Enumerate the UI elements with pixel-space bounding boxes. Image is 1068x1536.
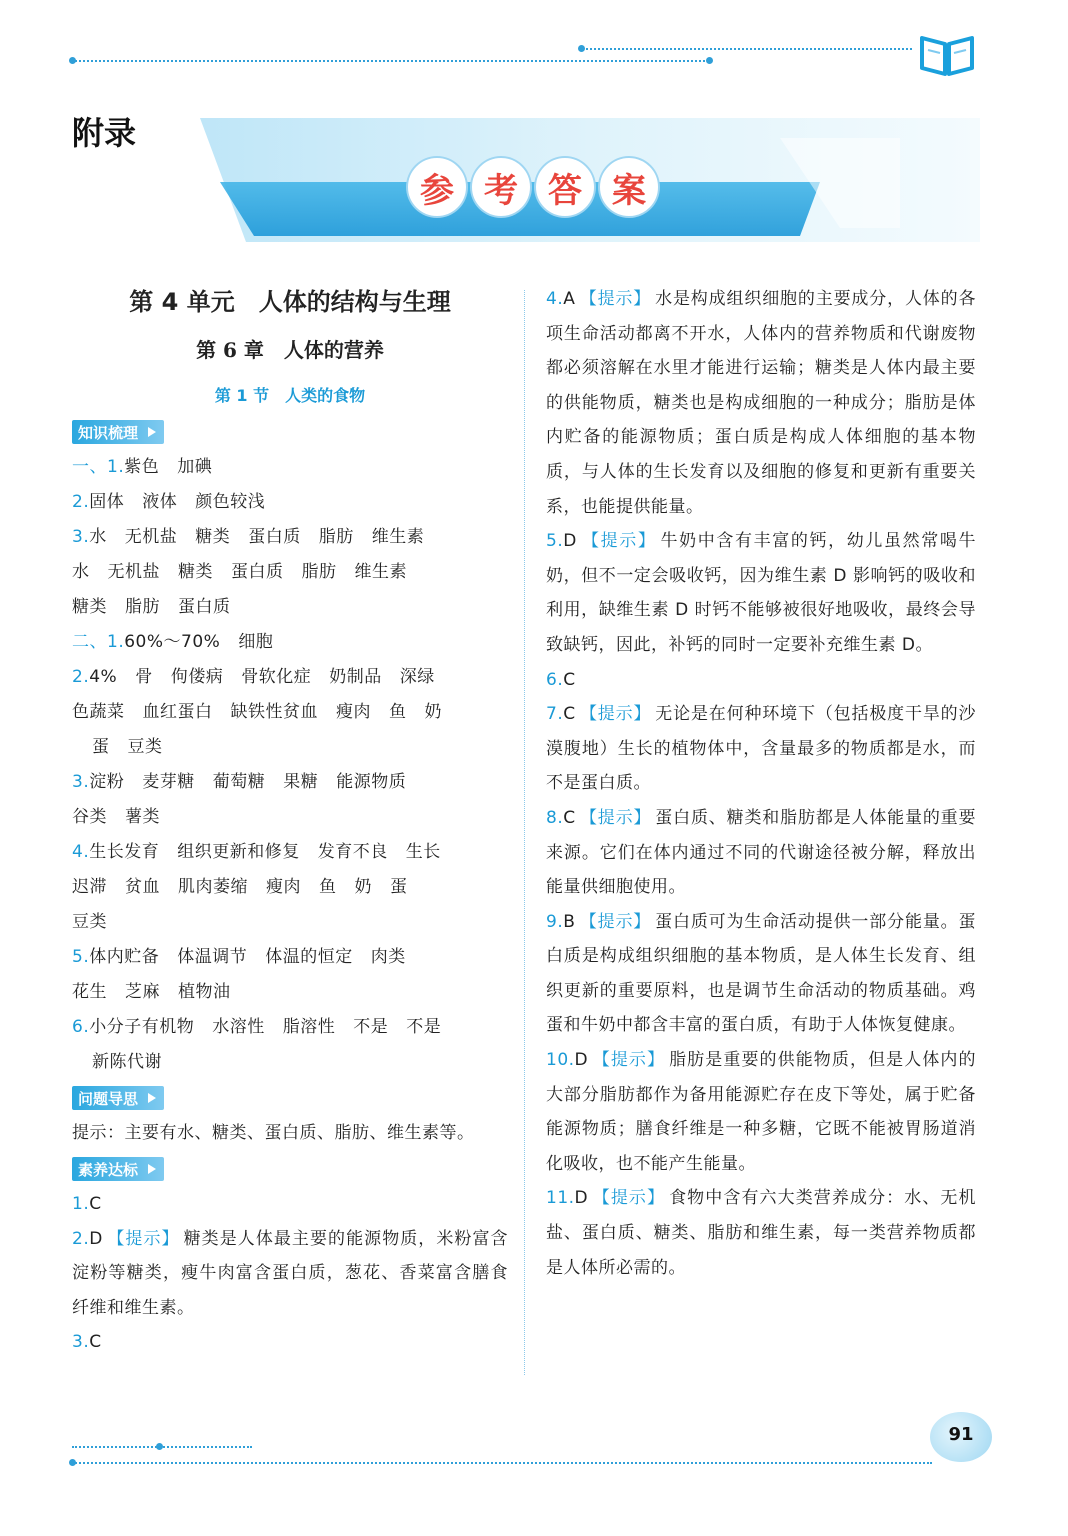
knowledge-line: [72, 940, 508, 975]
answer-term: 糖类: [195, 527, 231, 547]
answer-term: 薯类: [125, 807, 160, 827]
header-dot: [578, 45, 585, 52]
answer-explanation: 蛋白质、糖类和脂肪都是人体能量的重要来源。它们在体内通过不同的代谢途径被分解，释放出能量供细胞使用。: [546, 807, 977, 898]
answer-choice: C: [563, 669, 576, 690]
triangle-right-icon: [148, 427, 156, 437]
answer-term: 脂肪: [318, 527, 354, 547]
banner-char: 考: [472, 158, 530, 216]
answer-item: [546, 663, 976, 698]
banner-char: 参: [408, 158, 466, 216]
knowledge-line: [72, 485, 508, 520]
answer-number: 5.: [546, 531, 564, 552]
answer-term: 鱼: [319, 877, 337, 897]
header-dot: [69, 57, 76, 64]
answer-choice: A: [563, 289, 576, 309]
answer-item: [72, 1325, 508, 1360]
item-number: 一、1.: [72, 457, 125, 477]
answer-term: 瘦肉: [266, 877, 301, 897]
triangle-right-icon: [148, 1164, 156, 1174]
answer-term: 脂肪: [301, 562, 337, 582]
hint-label: 【提示】: [592, 1050, 666, 1071]
answer-item: [546, 801, 976, 905]
answer-term: 骨软化症: [241, 667, 312, 687]
answer-number: 11.: [546, 1188, 575, 1209]
answer-number: 7.: [546, 704, 564, 725]
answer-term: 生长: [405, 842, 441, 862]
answer-number: 1.: [72, 1194, 90, 1214]
answer-term: 瘦肉: [336, 702, 371, 722]
open-book-icon: [918, 30, 976, 78]
answer-term: 色蔬菜: [72, 702, 125, 722]
answer-term: 水: [89, 527, 107, 547]
answer-term: 鱼: [389, 702, 407, 722]
knowledge-line: [72, 590, 508, 625]
knowledge-line: [72, 555, 508, 590]
answer-item: [546, 905, 976, 1043]
answer-number: 2.: [72, 1228, 90, 1249]
answer-term: 蛋: [390, 877, 408, 897]
answer-choice: D: [563, 531, 577, 552]
knowledge-line: [72, 905, 508, 940]
knowledge-line: [72, 765, 508, 800]
answer-term: 肌肉萎缩: [178, 877, 248, 897]
question-answer: 提示：主要有水、糖类、蛋白质、脂肪、维生素等。: [72, 1123, 475, 1143]
answer-term: 维生素: [371, 527, 425, 547]
answer-term: 蛋白质: [178, 597, 231, 617]
answer-number: 6.: [546, 669, 564, 690]
answer-item: [546, 282, 976, 524]
item-number: 3.: [72, 527, 90, 547]
tag-label: 素养达标: [78, 1160, 139, 1179]
answer-explanation: 无论是在何种环境下（包括极度干旱的沙漠腹地）生长的植物体中，含量最多的物质都是水，而不是蛋白质。: [546, 704, 977, 794]
item-number: 3.: [72, 772, 90, 792]
answer-term: 奶: [354, 877, 372, 897]
knowledge-line: [72, 870, 508, 905]
knowledge-line: [72, 625, 508, 660]
banner-char: 答: [536, 158, 594, 216]
hint-label: 【提示】: [592, 1188, 666, 1209]
answer-term: 60%～70%: [124, 632, 221, 652]
tag-label: 问题导思: [78, 1089, 139, 1108]
answer-number: 9.: [546, 911, 564, 932]
answer-term: 细胞: [238, 632, 274, 652]
answer-term: 不是: [353, 1017, 389, 1037]
answer-term: 迟滞: [72, 877, 107, 897]
answer-item: [546, 1043, 976, 1181]
chapter-title: 第 6 章 人体的营养: [196, 338, 384, 362]
page-number-badge: [930, 1412, 992, 1462]
answer-term: 体温的恒定: [265, 947, 353, 967]
answer-term: 小分子有机物: [89, 1017, 195, 1037]
answer-item: [72, 1222, 508, 1326]
knowledge-line: [72, 835, 508, 870]
answer-number: 3.: [72, 1332, 90, 1353]
answer-choice: C: [89, 1194, 102, 1214]
column-divider: [524, 290, 525, 1375]
answer-term: 淀粉: [89, 772, 125, 792]
answer-explanation: 食物中含有六大类营养成分：水、无机盐、蛋白质、糖类、脂肪和维生素，每一类营养物质都是人体所必需的。: [546, 1188, 977, 1278]
header-dotted-rule: [72, 60, 712, 62]
answer-choice: C: [563, 807, 576, 828]
answer-term: 骨: [135, 667, 153, 687]
answer-term: 贫血: [125, 877, 160, 897]
answer-term: 水溶性: [212, 1017, 265, 1037]
answer-term: 能源物质: [336, 772, 407, 792]
answer-term: 豆类: [127, 737, 163, 757]
answer-term: 新陈代谢: [92, 1052, 162, 1072]
knowledge-line: [72, 450, 508, 485]
answer-term: 固体: [89, 492, 125, 512]
knowledge-line: [72, 1010, 508, 1045]
footer-dotted-rule: [72, 1462, 932, 1464]
answer-explanation: 水是构成组织细胞的主要成分，人体的各项生命活动都离不开水，人体内的营养物质和代谢废物都必须溶解在水里才能进行运输；糖类是人体内最主要的供能物质，糖类也是构成细胞的一种成分；脂肪是体内贮备的能源物质；蛋白质是构成人体细胞的基本物质，与人体的生长发育以及细胞的修复和更新有重要关系，也能提供能量。: [546, 289, 977, 517]
answer-choice: C: [563, 704, 576, 725]
answer-item: [546, 524, 976, 662]
answer-number: 10.: [546, 1050, 575, 1071]
answer-term: 无机盐: [107, 562, 160, 582]
banner-char: 案: [600, 158, 658, 216]
answer-term: 维生素: [354, 562, 407, 582]
hint-label: 【提示】: [579, 807, 652, 828]
answer-term: 加碘: [177, 457, 213, 477]
header-dotted-rule-short: [582, 48, 912, 50]
answer-term: 生长发育: [89, 842, 160, 862]
answer-term: 颜色较浅: [195, 492, 266, 512]
answer-explanation: 脂肪是重要的供能物质，但是人体内的大部分脂肪都作为备用能源贮存在皮下等处，属于贮备能源物质；膳食纤维是一种多糖，它既不能被胃肠道消化吸收，也不能产生能量。: [546, 1050, 977, 1174]
left-answer-list: [72, 1187, 508, 1360]
right-answer-list: [546, 282, 976, 1285]
answer-term: 花生: [72, 982, 107, 1002]
right-column: [546, 282, 976, 1285]
knowledge-line: [72, 520, 508, 555]
answer-explanation: 糖类是人体最主要的能源物质，米粉富含淀粉等糖类，瘦牛肉富含蛋白质，葱花、香菜富含膳食纤维和维生素。: [72, 1228, 509, 1318]
answer-term: 奶: [424, 702, 442, 722]
knowledge-line: [72, 975, 508, 1010]
answer-term: 蛋白质: [231, 562, 284, 582]
tag-question: [72, 1086, 164, 1110]
knowledge-line: [72, 800, 508, 835]
triangle-right-icon: [148, 1093, 156, 1103]
answer-term: 果糖: [283, 772, 319, 792]
answer-term: 组织更新和修复: [177, 842, 300, 862]
answer-number: 8.: [546, 807, 564, 828]
section-title: 第 1 节 人类的食物: [214, 386, 366, 405]
item-number: 4.: [72, 842, 90, 862]
answer-term: 糖类: [72, 597, 107, 617]
tag-literacy: [72, 1157, 164, 1181]
answer-term: 4%: [89, 667, 118, 687]
unit-title: 第 4 单元 人体的结构与生理: [129, 288, 451, 316]
appendix-label: 附录: [72, 114, 137, 152]
answer-term: 芝麻: [125, 982, 160, 1002]
hint-label: 【提示】: [579, 289, 652, 309]
header-dot: [706, 57, 713, 64]
answer-choice: D: [574, 1050, 589, 1071]
answer-term: 不是: [406, 1017, 442, 1037]
answer-term: 紫色: [124, 457, 160, 477]
tag-label: 知识梳理: [78, 423, 139, 442]
answer-term: 发育不良: [317, 842, 388, 862]
footer-dot: [156, 1443, 163, 1450]
hint-label: 【提示】: [106, 1228, 180, 1249]
answer-item: [546, 697, 976, 801]
knowledge-line: [72, 695, 508, 730]
answer-term: 蛋: [92, 737, 110, 757]
answer-choice: B: [563, 911, 576, 932]
answer-explanation: 蛋白质可为生命活动提供一部分能量。蛋白质是构成组织细胞的基本物质，是人体生长发育、组织更新的重要原料，也是调节生命活动的物质基础。鸡蛋和牛奶中都含丰富的蛋白质，有助于人体恢复健康。: [546, 911, 977, 1036]
hint-label: 【提示】: [579, 911, 652, 932]
hint-label: 【提示】: [580, 531, 657, 552]
answer-term: 佝偻病: [170, 667, 224, 687]
answer-term: 糖类: [178, 562, 213, 582]
tag-knowledge: [72, 420, 164, 444]
page-number: 91: [948, 1424, 974, 1445]
hint-label: 【提示】: [579, 704, 652, 725]
item-number: 2.: [72, 492, 90, 512]
answer-term: 葡萄糖: [212, 772, 266, 792]
knowledge-line: [72, 1045, 508, 1080]
answer-term: 体温调节: [177, 947, 248, 967]
answer-item: [72, 1187, 508, 1222]
answer-term: 体内贮备: [89, 947, 160, 967]
answer-term: 豆类: [72, 912, 107, 932]
answer-term: 缺铁性贫血: [230, 702, 318, 722]
answer-term: 液体: [142, 492, 178, 512]
answer-explanation: 牛奶中含有丰富的钙，幼儿虽然常喝牛奶，但不一定会吸收钙，因为维生素 D 影响钙的吸收和利用，缺维生素 D 时钙不能够被很好地吸收，最终会导致缺钙，因此，补钙的同时一定要补充维生素 D。: [546, 531, 977, 655]
banner-title: [408, 158, 658, 216]
answer-choice: C: [89, 1332, 102, 1353]
answer-term: 肉类: [370, 947, 406, 967]
answer-term: 无机盐: [124, 527, 178, 547]
answer-term: 谷类: [72, 807, 107, 827]
answer-term: 深绿: [399, 667, 435, 687]
answer-term: 血红蛋白: [142, 702, 213, 722]
answer-item: [546, 1181, 976, 1285]
answer-term: 麦芽糖: [142, 772, 195, 792]
answer-choice: D: [89, 1228, 103, 1249]
item-number: 6.: [72, 1017, 90, 1037]
answer-term: 脂溶性: [282, 1017, 336, 1037]
answer-term: 奶制品: [329, 667, 382, 687]
item-number: 5.: [72, 947, 90, 967]
answer-term: 水: [72, 562, 90, 582]
item-number: 二、1.: [72, 632, 125, 652]
answer-choice: D: [574, 1188, 589, 1209]
answer-term: 植物油: [178, 982, 231, 1002]
answer-term: 脂肪: [125, 597, 160, 617]
footer-dot: [69, 1459, 76, 1466]
answer-number: 4.: [546, 289, 564, 309]
knowledge-line: [72, 660, 508, 695]
item-number: 2.: [72, 667, 90, 687]
knowledge-list: [72, 450, 508, 1080]
left-column: [72, 280, 508, 1360]
knowledge-line: [72, 730, 508, 765]
answer-term: 蛋白质: [248, 527, 301, 547]
